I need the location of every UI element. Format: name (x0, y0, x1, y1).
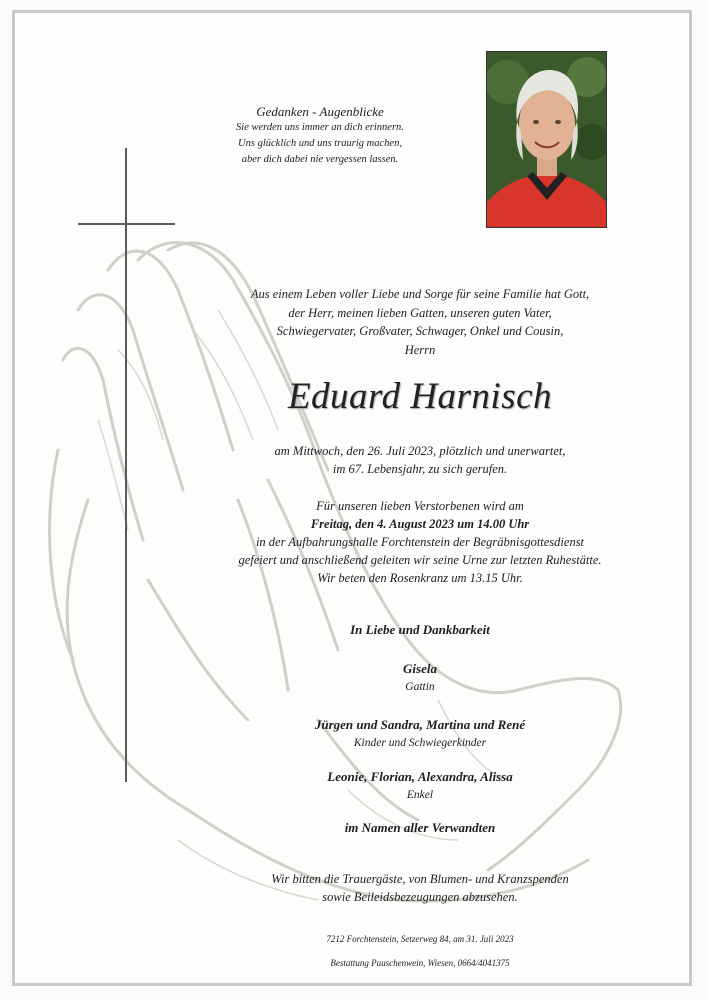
funeral-date-text: Freitag, den 4. August 2023 um 14.00 Uhr (310, 517, 530, 531)
mourner-name: Jürgen und Sandra, Martina und René (314, 717, 526, 732)
cross-horizontal-bar (78, 223, 175, 225)
request-line: sowie Beileidsbezeugungen abzusehen. (322, 890, 518, 904)
mourner-name: Gisela (403, 661, 437, 676)
thanks-heading: In Liebe und Dankbarkeit (350, 622, 490, 637)
poem-line: aber dich dabei nie vergessen lassen. (241, 154, 399, 165)
mourner-name: Leonie, Florian, Alexandra, Alissa (327, 769, 513, 784)
mourner-role: Enkel (406, 789, 434, 801)
deceased-name: Eduard Harnisch (287, 376, 553, 417)
footer-undertaker: Bestattung Pauschenwein, Wiesen, 0664/4041375 (330, 958, 510, 968)
mourner-role: Kinder und Schwiegerkinder (353, 737, 487, 749)
mourner-group (150, 768, 690, 804)
cross-vertical-bar (125, 148, 127, 782)
poem-line: Uns glücklich und uns traurig machen, (238, 138, 402, 149)
death-notice (150, 442, 690, 478)
footer-address: 7212 Forchtenstein, Setzerweg 84, am 31. Juli 2023 (326, 934, 514, 944)
portrait-image (487, 52, 606, 227)
intro-line: Herrn (404, 342, 436, 357)
mourner-group (150, 716, 690, 752)
mourner-role: Gattin (405, 681, 435, 693)
poem-title: Gedanken - Augenblicke (256, 104, 384, 119)
announcement-intro (150, 285, 690, 359)
memorial-poem (210, 104, 430, 168)
mourner-group (150, 660, 690, 696)
poem-line: Sie werden uns immer an dich erinnern. (236, 122, 404, 133)
relatives-line: im Namen aller Verwandten (344, 820, 496, 835)
funeral-line: gefeiert und anschließend geleiten wir seine Urne zur letzten Ruhestätte. (238, 553, 602, 567)
death-line: am Mittwoch, den 26. Juli 2023, plötzlich und unerwartet, (274, 444, 566, 458)
intro-line: der Herr, meinen lieben Gatten, unseren guten Vater, (288, 305, 552, 320)
funeral-line: in der Aufbahrungshalle Forchtenstein der Begräbnisgottesdienst (255, 535, 585, 549)
intro-line: Aus einem Leben voller Liebe und Sorge für seine Familie hat Gott, (250, 287, 590, 301)
funeral-details (150, 497, 690, 569)
rosary-notice: Wir beten den Rosenkranz um 13.15 Uhr. (317, 571, 523, 585)
intro-line: Schwiegervater, Großvater, Schwager, Onkel und Cousin, (276, 324, 564, 338)
condolence-request (150, 870, 690, 906)
portrait-photo (486, 51, 607, 228)
death-line: im 67. Lebensjahr, zu sich gerufen. (332, 462, 508, 476)
funeral-date (150, 515, 690, 533)
request-line: Wir bitten die Trauergäste, von Blumen- und Kranzspenden (271, 872, 569, 886)
funeral-line: Für unseren lieben Verstorbenen wird am (316, 499, 524, 513)
